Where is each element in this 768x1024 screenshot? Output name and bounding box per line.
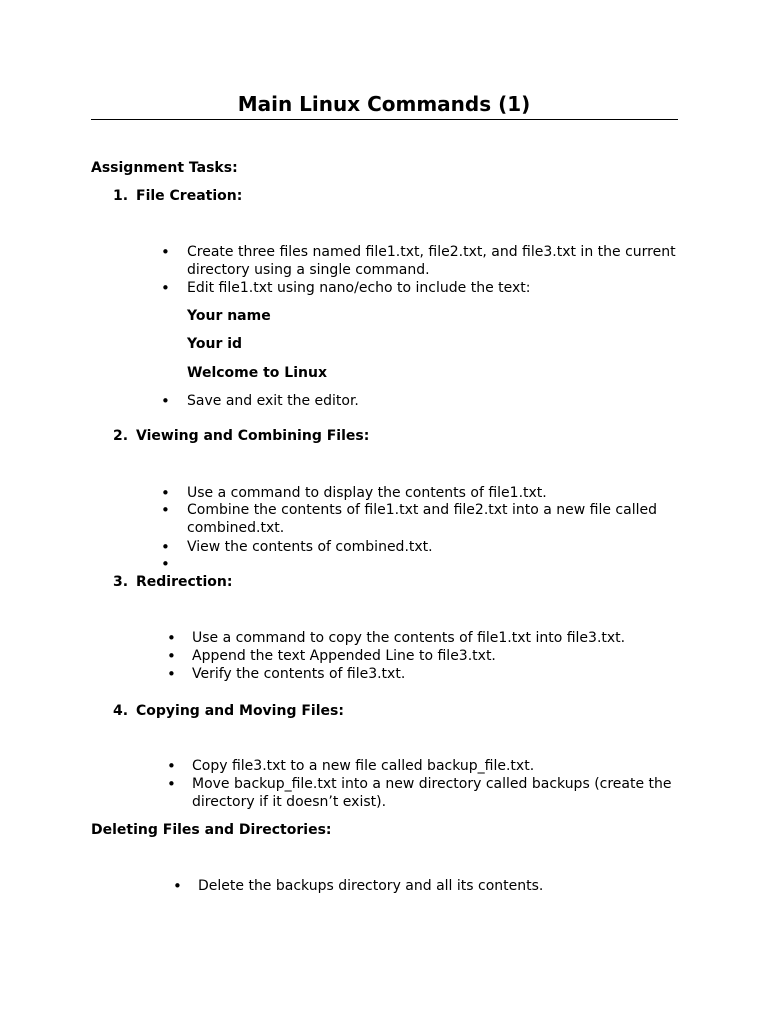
list-item: View the contents of combined.txt. <box>187 539 433 555</box>
deleting-heading: Deleting Files and Directories: <box>91 822 332 838</box>
list-item: Use a command to copy the contents of file1.txt into file3.txt. <box>192 630 626 646</box>
list-item: Append the text Appended Line to file3.txt. <box>192 648 496 664</box>
section-3-number: 3. <box>113 574 129 590</box>
list-item: Copy file3.txt to a new file called backup_file.txt. <box>192 758 535 774</box>
bullet-glyph: • <box>167 665 176 683</box>
bullet-glyph: • <box>161 392 170 410</box>
list-item: Verify the contents of file3.txt. <box>192 666 406 682</box>
bullet-glyph-empty: • <box>161 555 170 573</box>
section-2-heading: Viewing and Combining Files: <box>136 428 370 444</box>
bullet-glyph: • <box>161 538 170 556</box>
section-4-number: 4. <box>113 703 129 719</box>
page-title: Main Linux Commands (1) <box>237 92 531 116</box>
section-3-heading: Redirection: <box>136 574 233 590</box>
list-item: Move backup_file.txt into a new directory called backups (create the <box>192 776 672 792</box>
bullet-glyph: • <box>173 877 182 895</box>
bullet-glyph: • <box>167 629 176 647</box>
list-item: Delete the backups directory and all its contents. <box>198 878 544 894</box>
list-item: Combine the contents of file1.txt and file2.txt into a new file called <box>187 502 657 518</box>
bullet-glyph: • <box>167 757 176 775</box>
list-item-continuation: directory using a single command. <box>187 262 430 278</box>
bullet-glyph: • <box>167 775 176 793</box>
bold-line-your-id: Your id <box>187 336 243 352</box>
bullet-glyph: • <box>161 484 170 502</box>
assignment-heading: Assignment Tasks: <box>91 160 238 176</box>
section-2-number: 2. <box>113 428 129 444</box>
section-1-heading: File Creation: <box>136 188 243 204</box>
bullet-glyph: • <box>167 647 176 665</box>
bold-line-your-name: Your name <box>187 308 271 324</box>
list-item-continuation: directory if it doesn’t exist). <box>192 794 387 810</box>
section-1-number: 1. <box>113 188 129 204</box>
bullet-glyph: • <box>161 279 170 297</box>
list-item-continuation: combined.txt. <box>187 520 285 536</box>
list-item: Save and exit the editor. <box>187 393 359 409</box>
bullet-glyph: • <box>161 243 170 261</box>
bullet-glyph: • <box>161 501 170 519</box>
bold-line-welcome: Welcome to Linux <box>187 365 327 381</box>
list-item: Edit file1.txt using nano/echo to include the text: <box>187 280 531 296</box>
title-rule <box>91 119 678 120</box>
list-item: Use a command to display the contents of file1.txt. <box>187 485 547 501</box>
list-item: Create three files named file1.txt, file2.txt, and file3.txt in the current <box>187 244 676 260</box>
section-4-heading: Copying and Moving Files: <box>136 703 344 719</box>
